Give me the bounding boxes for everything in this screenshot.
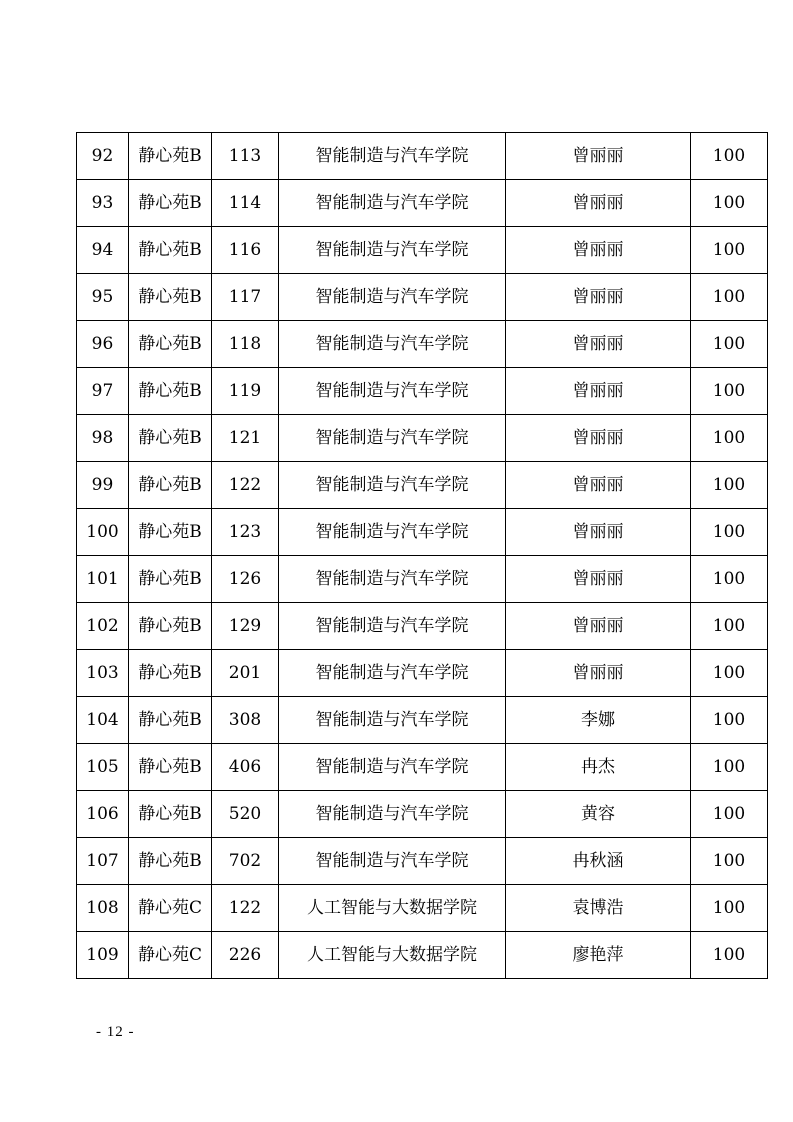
cell-name: 曾丽丽	[506, 509, 691, 556]
cell-score: 100	[691, 274, 768, 321]
cell-score: 100	[691, 838, 768, 885]
cell-college: 智能制造与汽车学院	[279, 838, 506, 885]
cell-room: 116	[212, 227, 279, 274]
cell-number: 96	[77, 321, 129, 368]
cell-name: 曾丽丽	[506, 650, 691, 697]
cell-room: 406	[212, 744, 279, 791]
cell-name: 曾丽丽	[506, 180, 691, 227]
cell-room: 123	[212, 509, 279, 556]
cell-college: 智能制造与汽车学院	[279, 556, 506, 603]
cell-name: 曾丽丽	[506, 462, 691, 509]
cell-college: 智能制造与汽车学院	[279, 133, 506, 180]
cell-building: 静心苑B	[129, 321, 212, 368]
cell-building: 静心苑C	[129, 932, 212, 979]
cell-building: 静心苑B	[129, 227, 212, 274]
cell-name: 曾丽丽	[506, 321, 691, 368]
cell-college: 智能制造与汽车学院	[279, 415, 506, 462]
cell-college: 智能制造与汽车学院	[279, 368, 506, 415]
cell-college: 智能制造与汽车学院	[279, 321, 506, 368]
cell-number: 98	[77, 415, 129, 462]
cell-room: 126	[212, 556, 279, 603]
cell-building: 静心苑C	[129, 885, 212, 932]
cell-room: 226	[212, 932, 279, 979]
cell-building: 静心苑B	[129, 462, 212, 509]
table-row	[77, 603, 768, 650]
table-row	[77, 509, 768, 556]
cell-college: 人工智能与大数据学院	[279, 885, 506, 932]
cell-score: 100	[691, 650, 768, 697]
cell-number: 95	[77, 274, 129, 321]
cell-room: 122	[212, 885, 279, 932]
cell-room: 129	[212, 603, 279, 650]
cell-score: 100	[691, 462, 768, 509]
cell-score: 100	[691, 133, 768, 180]
table-row	[77, 932, 768, 979]
cell-number: 93	[77, 180, 129, 227]
cell-score: 100	[691, 180, 768, 227]
cell-room: 119	[212, 368, 279, 415]
cell-room: 114	[212, 180, 279, 227]
cell-college: 智能制造与汽车学院	[279, 462, 506, 509]
cell-name: 曾丽丽	[506, 227, 691, 274]
cell-name: 曾丽丽	[506, 274, 691, 321]
cell-number: 102	[77, 603, 129, 650]
cell-room: 118	[212, 321, 279, 368]
cell-building: 静心苑B	[129, 650, 212, 697]
cell-college: 智能制造与汽车学院	[279, 274, 506, 321]
cell-number: 94	[77, 227, 129, 274]
table-row	[77, 368, 768, 415]
cell-room: 520	[212, 791, 279, 838]
cell-score: 100	[691, 321, 768, 368]
cell-name: 冉杰	[506, 744, 691, 791]
page-number: - 12 -	[96, 1024, 135, 1040]
table-row	[77, 274, 768, 321]
cell-name: 袁博浩	[506, 885, 691, 932]
cell-number: 108	[77, 885, 129, 932]
table-row	[77, 556, 768, 603]
cell-score: 100	[691, 227, 768, 274]
cell-room: 113	[212, 133, 279, 180]
cell-number: 107	[77, 838, 129, 885]
cell-number: 92	[77, 133, 129, 180]
table-row	[77, 227, 768, 274]
cell-number: 106	[77, 791, 129, 838]
cell-building: 静心苑B	[129, 180, 212, 227]
table-row	[77, 650, 768, 697]
cell-name: 曾丽丽	[506, 368, 691, 415]
cell-score: 100	[691, 556, 768, 603]
cell-college: 智能制造与汽车学院	[279, 650, 506, 697]
table-row	[77, 791, 768, 838]
cell-college: 智能制造与汽车学院	[279, 180, 506, 227]
cell-room: 201	[212, 650, 279, 697]
cell-score: 100	[691, 697, 768, 744]
cell-score: 100	[691, 368, 768, 415]
cell-number: 99	[77, 462, 129, 509]
table-row	[77, 415, 768, 462]
cell-building: 静心苑B	[129, 368, 212, 415]
cell-room: 117	[212, 274, 279, 321]
table-row	[77, 180, 768, 227]
cell-number: 104	[77, 697, 129, 744]
cell-name: 李娜	[506, 697, 691, 744]
table-row	[77, 321, 768, 368]
table-row	[77, 744, 768, 791]
cell-building: 静心苑B	[129, 744, 212, 791]
table-row	[77, 133, 768, 180]
cell-college: 智能制造与汽车学院	[279, 227, 506, 274]
cell-name: 廖艳萍	[506, 932, 691, 979]
cell-room: 121	[212, 415, 279, 462]
cell-college: 智能制造与汽车学院	[279, 744, 506, 791]
cell-number: 101	[77, 556, 129, 603]
cell-name: 曾丽丽	[506, 603, 691, 650]
cell-room: 308	[212, 697, 279, 744]
cell-score: 100	[691, 509, 768, 556]
cell-number: 103	[77, 650, 129, 697]
cell-number: 100	[77, 509, 129, 556]
cell-college: 智能制造与汽车学院	[279, 509, 506, 556]
cell-name: 曾丽丽	[506, 133, 691, 180]
cell-college: 智能制造与汽车学院	[279, 791, 506, 838]
cell-score: 100	[691, 932, 768, 979]
cell-number: 97	[77, 368, 129, 415]
cell-college: 人工智能与大数据学院	[279, 932, 506, 979]
table-row	[77, 462, 768, 509]
table-row	[77, 838, 768, 885]
cell-room: 702	[212, 838, 279, 885]
cell-building: 静心苑B	[129, 556, 212, 603]
cell-room: 122	[212, 462, 279, 509]
table-row	[77, 697, 768, 744]
cell-building: 静心苑B	[129, 509, 212, 556]
cell-college: 智能制造与汽车学院	[279, 603, 506, 650]
cell-score: 100	[691, 791, 768, 838]
cell-score: 100	[691, 885, 768, 932]
cell-number: 109	[77, 932, 129, 979]
cell-building: 静心苑B	[129, 697, 212, 744]
cell-building: 静心苑B	[129, 415, 212, 462]
cell-building: 静心苑B	[129, 603, 212, 650]
cell-building: 静心苑B	[129, 791, 212, 838]
cell-building: 静心苑B	[129, 133, 212, 180]
cell-college: 智能制造与汽车学院	[279, 697, 506, 744]
cell-name: 黄容	[506, 791, 691, 838]
cell-score: 100	[691, 415, 768, 462]
cell-name: 曾丽丽	[506, 556, 691, 603]
dormitory-score-table	[76, 132, 768, 979]
cell-score: 100	[691, 744, 768, 791]
cell-name: 冉秋涵	[506, 838, 691, 885]
cell-building: 静心苑B	[129, 838, 212, 885]
cell-building: 静心苑B	[129, 274, 212, 321]
cell-score: 100	[691, 603, 768, 650]
cell-number: 105	[77, 744, 129, 791]
table-row	[77, 885, 768, 932]
table-body	[77, 133, 768, 979]
cell-name: 曾丽丽	[506, 415, 691, 462]
